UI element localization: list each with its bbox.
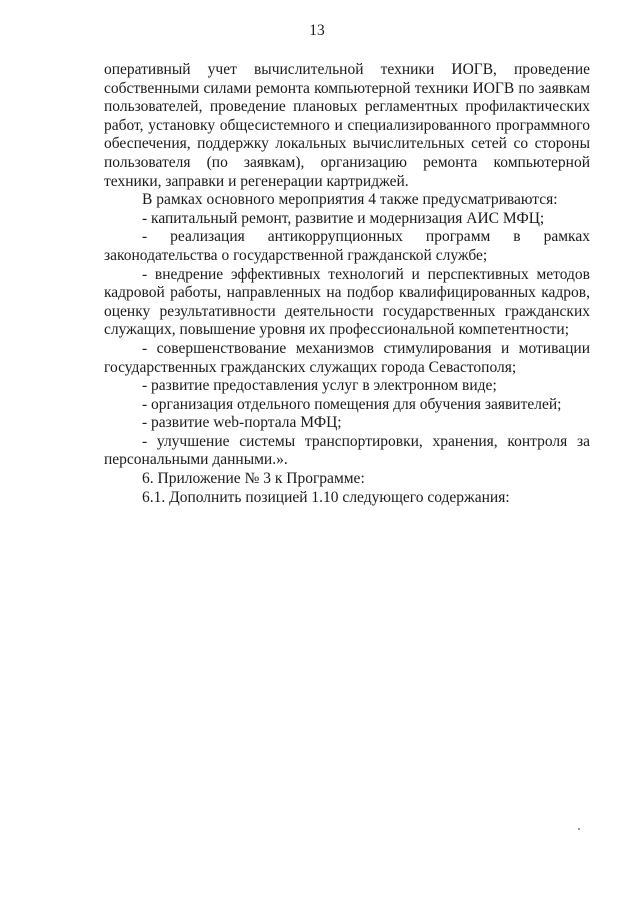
list-item-electronic-services: - развитие предоставления услуг в электронном виде; bbox=[142, 377, 497, 395]
page-number: 13 bbox=[309, 22, 325, 39]
list-item-web-portal: - развитие web-портала МФЦ; bbox=[142, 414, 342, 432]
list-item-motivation: - совершенствование механизмов стимулирования и мотивации государственных гражданских служащих города Севастополя; bbox=[104, 339, 590, 376]
section-6-heading: 6. Приложение № 3 к Программе: bbox=[142, 470, 365, 488]
section-6-1-heading: 6.1. Дополнить позицией 1.10 следующего содержания: bbox=[142, 488, 510, 506]
scan-speck bbox=[578, 828, 580, 830]
list-item-personal-data: - улучшение системы транспортировки, хранения, контроля за персональными данными.». bbox=[104, 432, 590, 469]
document-body bbox=[104, 61, 590, 507]
paragraph-continuation: оперативный учет вычислительной техники ИОГВ, проведение собственными силами ремонта компьютерной техники ИОГВ по заявкам пользователей, проведение плановых регламентных профилактических работ, установку общесистемного и специализированного программного обеспечения, поддержку локальных вычислительных сетей со стороны пользователя (по заявкам), организацию ремонта компьютерной техники, заправки и регенерации картриджей. bbox=[104, 61, 590, 190]
list-item-training-room: - организация отдельного помещения для обучения заявителей; bbox=[142, 395, 562, 413]
paragraph-intro-measure-4: В рамках основного мероприятия 4 также предусматриваются: bbox=[142, 191, 558, 209]
list-item-hr-technologies: - внедрение эффективных технологий и перспективных методов кадровой работы, направленных на подбор квалифицированных кадров, оценку результативности деятельности государственных гражданских служащих, повышение уровня их профессиональной компетентности; bbox=[104, 265, 590, 339]
list-item-anticorruption: - реализация антикоррупционных программ в рамках законодательства о государственной гражданской службе; bbox=[104, 228, 590, 264]
list-item-ais-mfc: - капитальный ремонт, развитие и модернизация АИС МФЦ; bbox=[142, 209, 545, 227]
